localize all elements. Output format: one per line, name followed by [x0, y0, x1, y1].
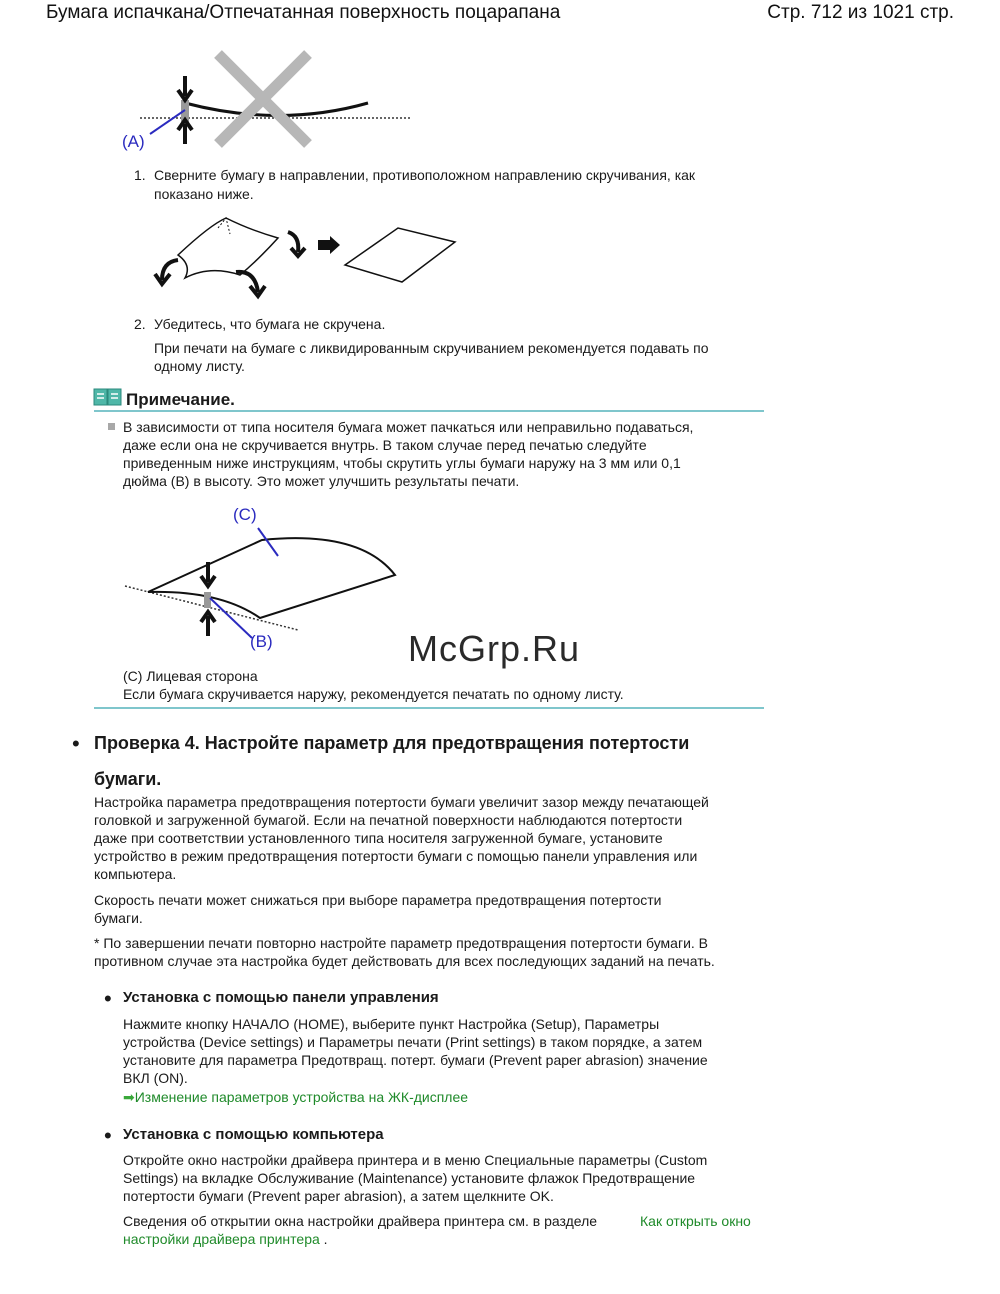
sub1-link[interactable]: [123, 1088, 468, 1106]
label-b: (B): [250, 632, 273, 651]
sub1-line1: Нажмите кнопку НАЧАЛО (HOME), выберите пункт Настройка (Setup), Параметры: [123, 1016, 660, 1032]
note-text-line2: даже если она не скручивается внутрь. В таком случае перед печатью следуйте: [123, 437, 647, 453]
step-1-text-cont: показано ниже.: [154, 186, 254, 202]
driver-settings-link-cont[interactable]: настройки драйвера принтера: [123, 1231, 320, 1247]
note-text-line4: дюйма (B) в высоту. Это может улучшить результаты печати.: [123, 473, 520, 489]
sub1-title: Установка с помощью панели управления: [123, 989, 439, 1006]
p3-line1: * По завершении печати повторно настройте параметр предотвращения потертости бумаги. В: [94, 935, 709, 951]
sub1-line2: устройства (Device settings) и Параметры печати (Print settings) в таком порядке, а затем: [123, 1034, 703, 1050]
sub2-line1: Откройте окно настройки драйвера принтера и в меню Специальные параметры (Custom: [123, 1152, 708, 1168]
sub1-link-text[interactable]: Изменение параметров устройства на ЖК-дисплее: [134, 1089, 469, 1105]
figure-curl-inward: [110, 48, 430, 158]
p3-line2: противном случае эта настройка будет действовать для всех последующих заданий на печать.: [94, 953, 715, 969]
driver-settings-link[interactable]: Как открыть окно: [640, 1213, 751, 1229]
note-caption: (C) Лицевая сторона: [123, 668, 258, 684]
step-1-number: 1.: [134, 167, 146, 183]
note-text-line3: приведенным ниже инструкциям, чтобы скрутить углы бумаги наружу на 3 мм или 0,1: [123, 455, 681, 471]
note-top-rule: [94, 410, 764, 412]
label-a: (A): [122, 132, 145, 151]
sub1-line3: установите для параметра Предотвращ. потерт. бумаги (Prevent paper abrasion) значение: [123, 1052, 708, 1068]
watermark: McGrp.Ru: [408, 628, 581, 669]
step-2-text: Убедитесь, что бумага не скручена.: [154, 316, 386, 332]
p1-line1: Настройка параметра предотвращения потертости бумаги увеличит зазор между печатающей: [94, 794, 709, 810]
sub1-line4: ВКЛ (ON).: [123, 1070, 188, 1086]
step-2-subtext-cont: одному листу.: [154, 358, 245, 374]
p1-line5: компьютера.: [94, 866, 177, 882]
figure-uncurl: [150, 210, 470, 300]
step-1-text: Сверните бумагу в направлении, противоположном направлению скручивания, как: [154, 167, 696, 183]
page-indicator: Стр. 712 из 1021 стр.: [767, 2, 954, 23]
sub2-bullet: •: [104, 1123, 112, 1148]
label-c: (C): [233, 505, 257, 524]
section-bullet: •: [72, 731, 80, 756]
note-text-line1: В зависимости от типа носителя бумага может пачкаться или неправильно подаваться,: [123, 419, 694, 435]
p2-line2: бумаги.: [94, 910, 143, 926]
p1-line2: головкой и загруженной бумагой. Если на печатной поверхности наблюдаются потертости: [94, 812, 683, 828]
sub2-title: Установка с помощью компьютера: [123, 1126, 384, 1143]
ref-end: .: [323, 1231, 328, 1247]
sub1-bullet: •: [104, 986, 112, 1011]
sub2-line3: потертости бумаги (Prevent paper abrasion), а затем щелкните OK.: [123, 1188, 554, 1204]
arrow-right-icon: ➡: [123, 1089, 135, 1105]
section-title-cont: бумаги.: [94, 769, 162, 789]
p2-line1: Скорость печати может снижаться при выборе параметра предотвращения потертости: [94, 892, 662, 908]
step-2-number: 2.: [134, 316, 146, 332]
book-icon: [94, 387, 122, 407]
page-title: Бумага испачкана/Отпечатанная поверхность поцарапана: [46, 2, 561, 23]
note-bullet: [108, 423, 115, 430]
section-title: Проверка 4. Настройте параметр для предотвращения потертости: [94, 733, 690, 753]
sub2-ref-text: Сведения об открытии окна настройки драйвера принтера см. в разделе: [123, 1213, 598, 1229]
note-bottom-rule: [94, 707, 764, 709]
sub2-line2: Settings) на вкладке Обслуживание (Maintenance) установите флажок Предотвращение: [123, 1170, 696, 1186]
note-title: Примечание.: [126, 390, 235, 409]
p1-line3: даже при соответствии установленного типа носителя загруженной бумаге, установите: [94, 830, 663, 846]
note-caption-2: Если бумага скручивается наружу, рекомендуется печатать по одному листу.: [123, 686, 624, 702]
p1-line4: устройство в режим предотвращения потертости бумаги с помощью панели управления или: [94, 848, 698, 864]
step-2-subtext: При печати на бумаге с ликвидированным скручиванием рекомендуется подавать по: [154, 340, 709, 356]
